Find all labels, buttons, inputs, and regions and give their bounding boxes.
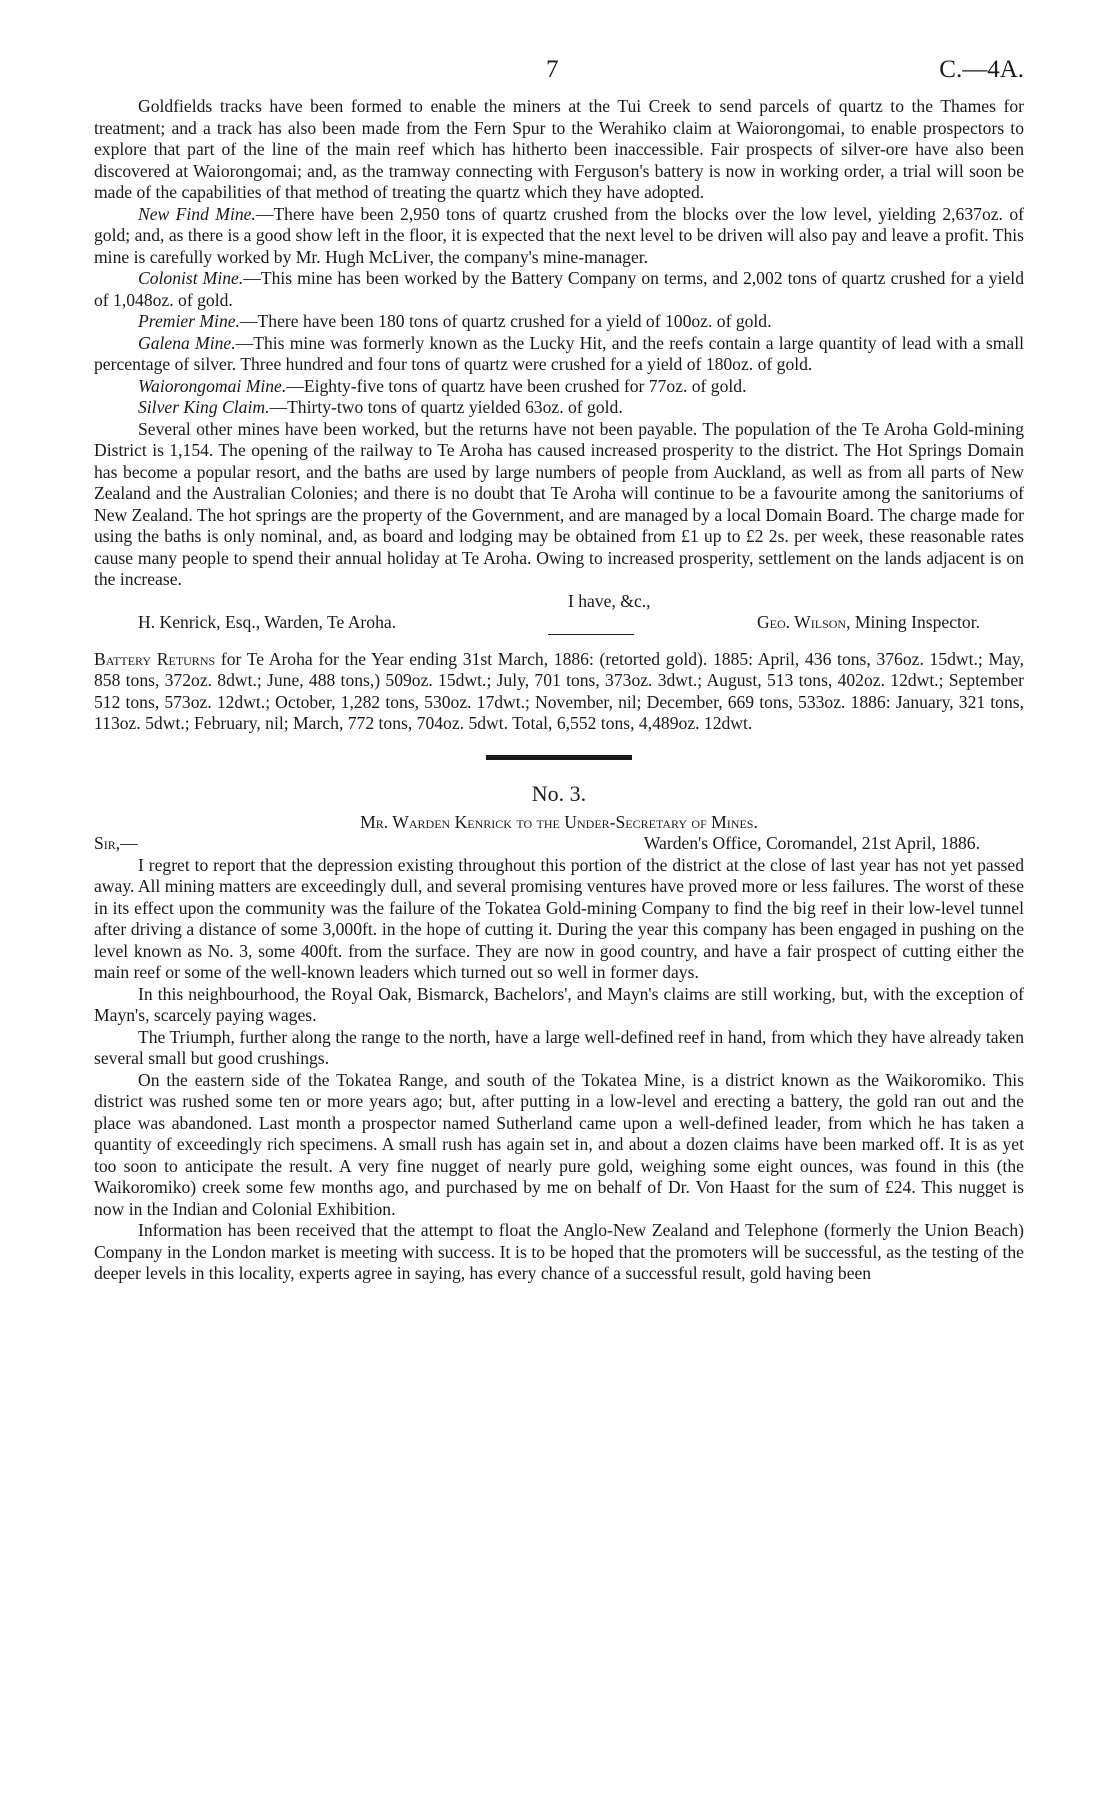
section-number: No. 3.	[531, 780, 587, 806]
mine-paragraph	[94, 204, 1024, 269]
mine-paragraph	[94, 333, 1024, 376]
section-divider	[486, 755, 632, 760]
mine-paragraph	[94, 268, 1024, 311]
dateline: Warden's Office, Coromandel, 21st April, 1886.	[643, 833, 980, 853]
closing-paragraph: Several other mines have been worked, but the returns have not been payable. The population of the Te Aroha Gold-mining District is 1,154. The opening of the railway to Te Aroha has caused increased prosperity to the district. The Hot Springs Domain has become a popular resort, and the baths are used by large numbers of people from Auckland, as well as from all parts of New Zealand and the Australian Colonies; and there is no doubt that Te Aroha will continue to be a favourite among the sanitoriums of New Zealand. The hot springs are the property of the Government, and are managed by a local Domain Board. The charge made for using the baths is only nominal, and, as board and lodging may be obtained from £1 up to £2 2s. per week, these reasonable rates cause many people to spend their annual holiday at Te Aroha. Owing to increased prosperity, settlement on the lands adjacent is on the increase.	[94, 418, 1024, 589]
mine-paragraph	[94, 397, 1024, 419]
letter-paragraph: On the eastern side of the Tokatea Range, and south of the Tokatea Mine, is a district known as the Waikoromiko. This district was rushed some ten or more years ago; but, after putting in a low-level and erecting a battery, the gold ran out and the place was abandoned. Last month a prospector named Sutherland came upon a well-defined leader, from which he has taken a quantity of exceedingly rich specimens. A small rush has again set in, and about a dozen claims have been marked off. It is as yet too soon to anticipate the result. A very fine nugget of nearly pure gold, weighing some eight ounces, was found in this (the Waikoromiko) creek some few months ago, and purchased by me on behalf of Dr. Von Haast for the sum of £24. This nugget is now in the Indian and Colonial Exhibition.	[94, 1069, 1024, 1219]
mine-paragraph	[94, 376, 1024, 398]
letter-paragraph: Information has been received that the attempt to float the Anglo-New Zealand and Telephone (formerly the Union Beach) Company in the London market is meeting with success. It is to be hoped that the promoters will be successful, as the testing of the deeper levels in this locality, experts agree in saying, has every chance of a successful result, gold having been	[94, 1220, 1024, 1283]
battery-heading: Battery Returns	[94, 648, 216, 669]
document-reference: C.—4A.	[939, 56, 1024, 83]
mine-text: —Eighty-five tons of quartz have been crushed for 77oz. of gold.	[286, 375, 747, 396]
sign-off-row	[94, 612, 1024, 634]
mine-name: Silver King Claim.	[138, 397, 270, 417]
mine-text: —Thirty-two tons of quartz yielded 63oz. of gold.	[269, 397, 623, 417]
battery-returns	[94, 649, 1024, 735]
salutation-row	[94, 833, 1024, 855]
letter-paragraph: In this neighbourhood, the Royal Oak, Bismarck, Bachelors', and Mayn's claims are still working, but, with the exception of Mayn's, scarcely paying wages.	[94, 983, 1024, 1025]
mine-text: —There have been 2,950 tons of quartz crushed from the blocks over the low level, yielding 2,637oz. of gold; and, as there is a good show left in the floor, it is expected that the next level to be driven will also pay and leave a profit. This mine is carefully worked by Mr. Hugh McLiver, the company's mine-manager.	[94, 203, 1025, 267]
mine-name: Waiorongomai Mine.	[138, 375, 287, 396]
page-number: 7	[546, 56, 559, 83]
signatory-name: Geo. Wilson,	[756, 612, 851, 632]
salutation: Sir,—	[94, 833, 138, 853]
mine-paragraph	[94, 311, 1024, 333]
mine-name: Colonist Mine.	[138, 268, 244, 288]
sign-off-greeting: I have, &c.,	[568, 590, 651, 611]
short-rule	[548, 634, 634, 635]
mine-name: New Find Mine.	[138, 203, 256, 224]
page-header	[94, 56, 1024, 96]
intro-paragraph: Goldfields tracks have been formed to enable the miners at the Tui Creek to send parcels of quartz to the Thames for treatment; and a track has also been made from the Fern Spur to the Werahiko claim at Waiorongomai, to enable prospectors to explore that part of the line of the main reef which has hitherto been inaccessible. Fair prospects of silver-ore have also been discovered at Waiorongomai; and, as the tramway connecting with Ferguson's battery is now in working order, a trial will soon be made of the capabilities of that method of treating the quartz which they have adopted.	[94, 96, 1024, 202]
signatory-title: Mining Inspector.	[850, 612, 980, 632]
document-page	[94, 56, 1024, 1285]
mine-name: Premier Mine.	[138, 311, 240, 331]
letter-paragraph: The Triumph, further along the range to the north, have a large well-defined reef in hand, from which they have already taken several small but good crushings.	[94, 1026, 1024, 1068]
mine-text: —This mine was formerly known as the Lucky Hit, and the reefs contain a large quantity of lead with a small percentage of silver. Three hundred and four tons of quartz were crushed for a yield of 180oz. of gold.	[94, 332, 1024, 374]
battery-text: for Te Aroha for the Year ending 31st March, 1886: (retorted gold). 1885: April, 436 tons, 376oz. 15dwt.; May, 858 tons, 372oz. 8dwt.; June, 488 tons,) 509oz. 15dwt.; July, 701 tons, 373oz. 3dwt.; August, 513 tons, 402oz. 12dwt.; September 512 tons, 573oz. 12dwt.; October, 1,282 tons, 530oz. 17dwt.; November, nil; December, 669 tons, 533oz. 1886: January, 321 tons, 113oz. 5dwt.; February, nil; March, 772 tons, 704oz. 5dwt. Total, 6,552 tons, 4,489oz. 12dwt.	[94, 648, 1024, 733]
mine-text: —This mine has been worked by the Battery Company on terms, and 2,002 tons of quartz crushed for a yield of 1,048oz. of gold.	[94, 268, 1024, 310]
letter-paragraph: I regret to report that the depression existing throughout this portion of the district at the close of last year has not yet passed away. All mining matters are exceedingly dull, and several promising ventures have proved more or less failures. The worst of these in its effect upon the community was the failure of the Tokatea Gold-mining Company to find the big reef in their low-level tunnel after driving a distance of some 3,000ft. in the hope of cutting it. During the year this company has been engaged in pushing on the level known as No. 3, some 400ft. from the surface. They are now in good country, and have a fair prospect of cutting either the main reef or some of the well-known leaders which turned out so well in former days.	[94, 854, 1024, 982]
mine-text: —There have been 180 tons of quartz crushed for a yield of 100oz. of gold.	[239, 311, 772, 331]
section-title: Mr. Warden Kenrick to the Under-Secretary of Mines.	[360, 811, 758, 832]
addressee: H. Kenrick, Esq., Warden, Te Aroha.	[138, 612, 397, 632]
mine-name: Galena Mine.	[138, 332, 236, 353]
signature	[757, 612, 1024, 634]
